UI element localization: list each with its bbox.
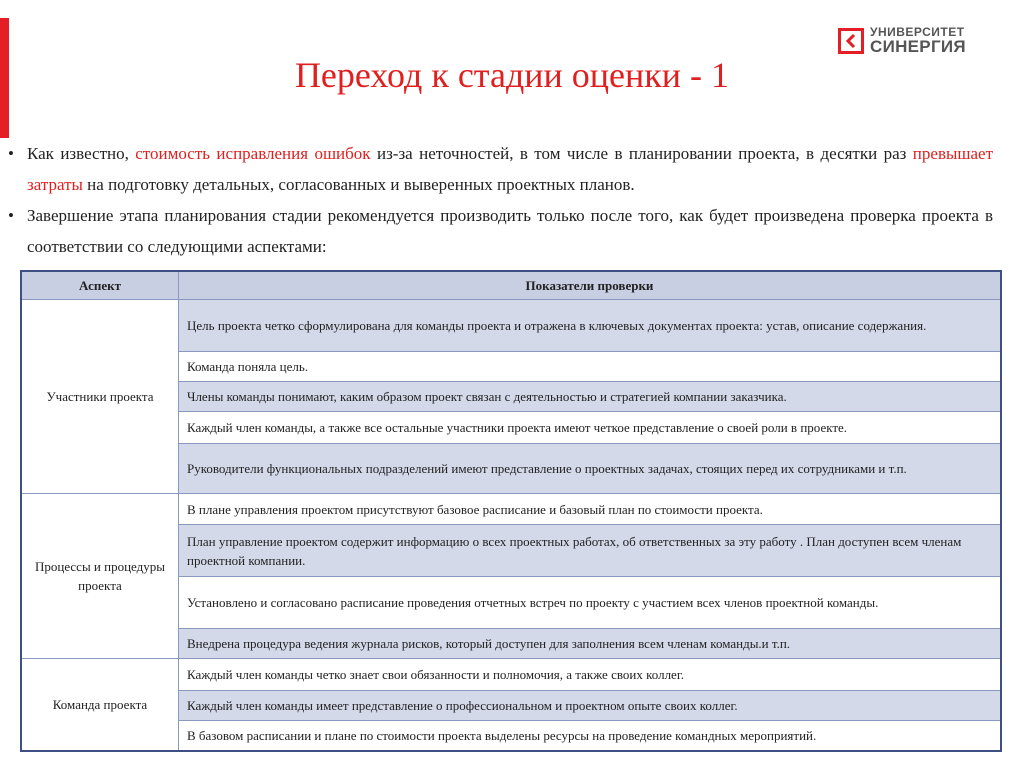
- university-logo: [838, 26, 966, 55]
- bullet-1-text-2: из-за неточностей, в том числе в планировании проекта, в десятки раз: [370, 144, 913, 163]
- aspects-table: [20, 270, 1002, 752]
- indicator-cell: Руководители функциональных подразделений имеют представление о проектных задачах, стоящих перед их сотрудниками и т.п.: [179, 444, 1002, 494]
- bullet-1-text-1: Как известно,: [27, 144, 136, 163]
- indicator-cell: Каждый член команды четко знает свои обязанности и полномочия, а также своих коллег.: [179, 659, 1002, 691]
- aspect-processes: Процессы и процедуры проекта: [21, 494, 179, 659]
- indicator-cell: В базовом расписании и плане по стоимости проекта выделены ресурсы на проведение командных мероприятий.: [179, 721, 1002, 751]
- bullet-1-text-3: на подготовку детальных, согласованных и выверенных проектных планов.: [82, 175, 635, 194]
- bullet-list: [8, 138, 993, 262]
- indicator-cell: Внедрена процедура ведения журнала рисков, который доступен для заполнения всем членам команды.и т.п.: [179, 629, 1002, 659]
- table-header-row: [21, 271, 1001, 300]
- table-row: [21, 300, 1001, 352]
- bullet-1-highlight-2: превышает затраты: [27, 144, 993, 194]
- indicator-cell: В плане управления проектом присутствуют базовое расписание и базовый план по стоимости проекта.: [179, 494, 1002, 525]
- header-aspect: Аспект: [21, 271, 179, 300]
- header-indicators: Показатели проверки: [179, 271, 1002, 300]
- table-row: [21, 494, 1001, 525]
- bullet-1-highlight-1: стоимость исправления ошибок: [135, 144, 371, 163]
- logo-text: [870, 26, 966, 55]
- bullet-1: [8, 138, 993, 200]
- table-row: [21, 659, 1001, 691]
- synergy-logo-icon: [838, 28, 864, 54]
- indicator-cell: Команда поняла цель.: [179, 352, 1002, 382]
- logo-line1: УНИВЕРСИТЕТ: [870, 25, 965, 39]
- indicator-cell: Установлено и согласовано расписание проведения отчетных встреч по проекту с участием всех членов проектной команды.: [179, 577, 1002, 629]
- indicator-cell: Цель проекта четко сформулирована для команды проекта и отражена в ключевых документах проекта: устав, описание содержания.: [179, 300, 1002, 352]
- indicator-cell: Каждый член команды имеет представление о профессиональном и проектном опыте своих коллег.: [179, 691, 1002, 721]
- logo-line2: СИНЕРГИЯ: [870, 37, 966, 56]
- slide-title: Переход к стадии оценки - 1: [294, 55, 730, 95]
- aspect-team: Команда проекта: [21, 659, 179, 751]
- indicator-cell: Каждый член команды, а также все остальные участники проекта имеют четкое представление о своей роли в проекте.: [179, 412, 1002, 444]
- bullet-2: • Завершение этапа планирования стадии рекомендуется производить только после того, как будет произведена проверка проекта в соответствии со следующими аспектами:: [8, 200, 993, 262]
- aspect-participants: Участники проекта: [21, 300, 179, 494]
- indicator-cell: План управление проектом содержит информацию о всех проектных работах, об ответственных за эту работу . План доступен всем членам проектной компании.: [179, 525, 1002, 577]
- indicator-cell: Члены команды понимают, каким образом проект связан с деятельностью и стратегией компании заказчика.: [179, 382, 1002, 412]
